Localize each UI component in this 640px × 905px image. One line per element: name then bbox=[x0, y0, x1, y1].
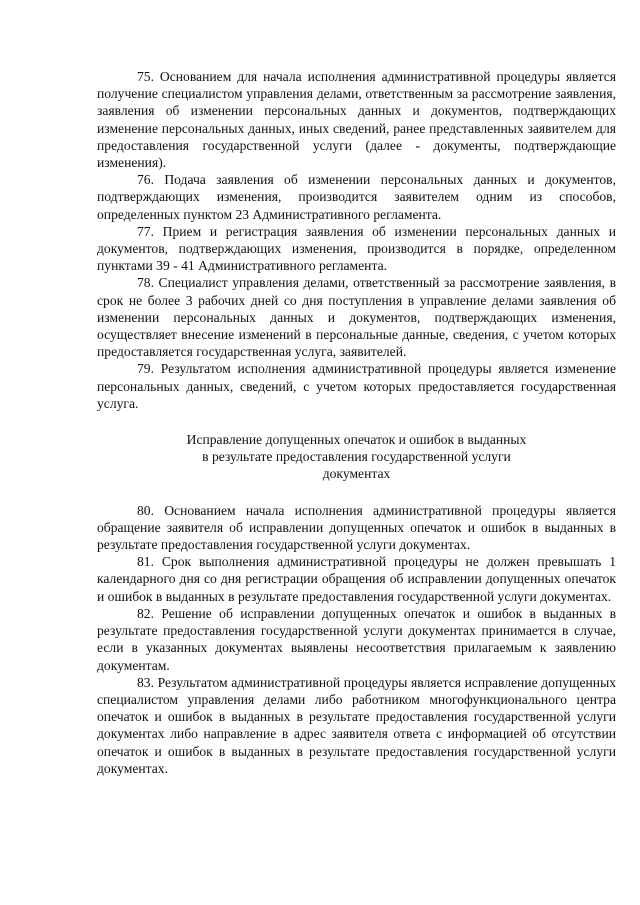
paragraph-81: 81. Срок выполнения административной процедуры не должен превышать 1 календарного дня со дня регистрации обращения об исправлении допущенных опечаток и ошибок в выданных в результате предоставления государственной услуги документах. bbox=[97, 554, 616, 604]
section-heading-line-2: в результате предоставления государственной услуги bbox=[202, 449, 511, 465]
paragraph-75: 75. Основанием для начала исполнения административной процедуры является получение специалистом управления делами, ответственным за рассмотрение заявления, заявления об изменении персональных данных и документов, подтверждающих изменение персональных данных, иных сведений, ранее представленных заявителем для предоставления государственной услуги (далее - документы, подтверждающие изменения). bbox=[97, 69, 616, 171]
paragraph-77: 77. Прием и регистрация заявления об изменении персональных данных и документов, подтверждающих изменения, производится в порядке, определенном пунктами 39 - 41 Административного регламента. bbox=[97, 223, 616, 274]
section-heading-line-1: Исправление допущенных опечаток и ошибок в выданных bbox=[186, 432, 527, 448]
section-heading-line-3: документах bbox=[322, 466, 391, 482]
paragraph-76: 76. Подача заявления об изменении персональных данных и документов, подтверждающих изменения, производится заявителем одним из способов, определенных пунктом 23 Административного регламента. bbox=[97, 172, 616, 222]
paragraph-82: 82. Решение об исправлении допущенных опечаток и ошибок в выданных в результате предоставления государственной услуги документах принимается в случае, если в указанных документах выявлены несоответствия прилагаемым к заявлению документам. bbox=[97, 605, 616, 673]
paragraph-79: 79. Результатом исполнения административной процедуры является изменение персональных данных, сведений, с учетом которых предоставляется государственная услуга. bbox=[97, 361, 616, 411]
paragraph-78: 78. Специалист управления делами, ответственный за рассмотрение заявления, в срок не более 3 рабочих дней со дня поступления в управление делами заявления об изменении персональных данных и документов, подтверждающих изменения, осуществляет внесение изменений в персональные данные, сведения, с учетом которых предоставляется государственная услуга, заявителей. bbox=[97, 275, 616, 360]
paragraph-80: 80. Основанием начала исполнения административной процедуры является обращение заявителя об исправлении допущенных опечаток и ошибок в выданных в результате предоставления государственной услуги документах. bbox=[97, 502, 616, 553]
paragraph-83: 83. Результатом административной процедуры является исправление допущенных специалистом управления делами либо работником многофункционального центра опечаток и ошибок в выданных в результате предоставления государственной услуги документах либо направление в адрес заявителя ответа с информацией об отсутствии опечаток и ошибок в выданных в результате предоставления государственной услуги документах. bbox=[97, 674, 616, 776]
section-heading bbox=[97, 431, 616, 483]
